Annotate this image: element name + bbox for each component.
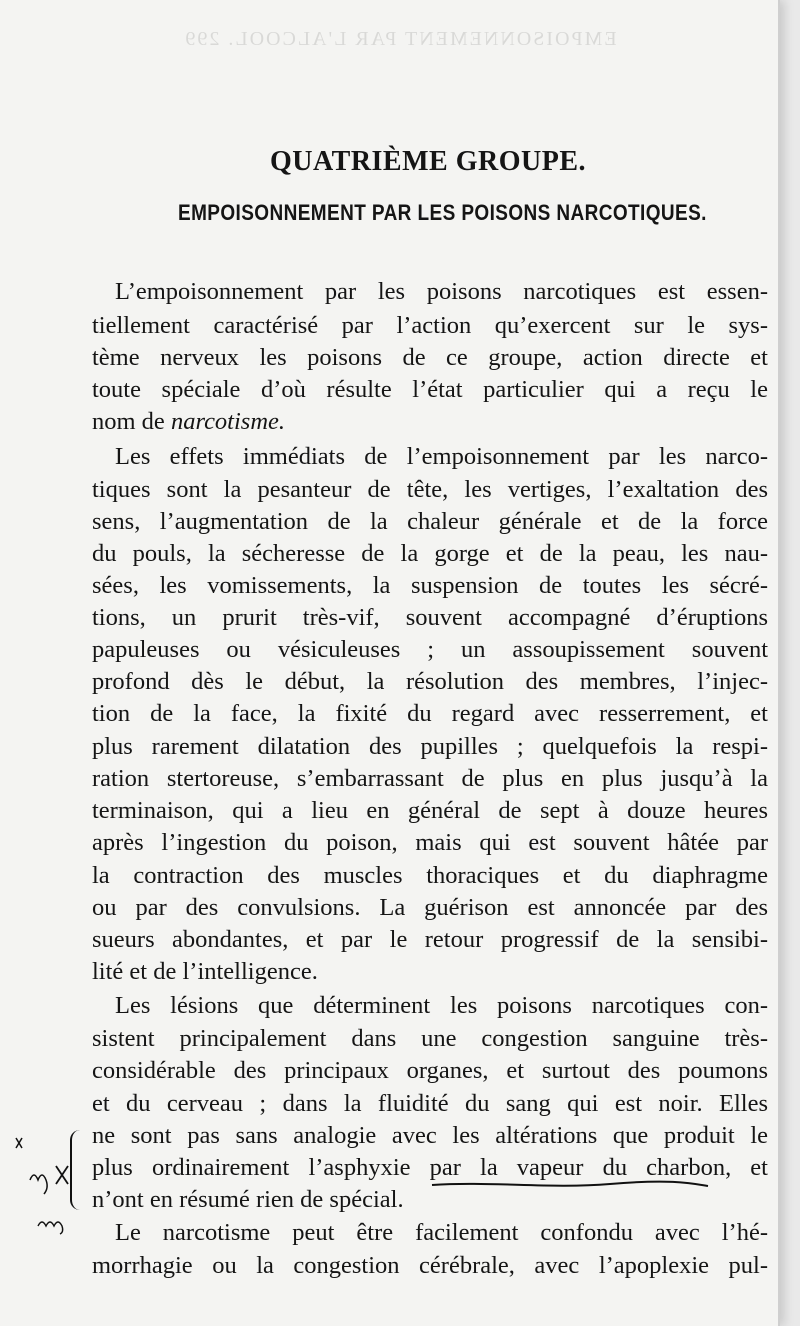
text-line: tiques sont la pesanteur de tête, les vertiges, l’exaltation des [92,476,768,503]
text-line: morrhagie ou la congestion cérébrale, avec l’apoplexie pul- [92,1252,768,1279]
text-line: ne sont pas sans analogie avec les altérations que produit le [92,1122,768,1149]
text-line: L’empoisonnement par les poisons narcotiques est essen- [115,278,768,305]
text-line: papuleuses ou vésiculeuses ; un assoupissement souvent [92,636,768,663]
handwritten-underline [430,1178,710,1192]
text-line: tions, un prurit très-vif, souvent accompagné d’éruptions [92,604,768,631]
text-line: plus ordinairement l’asphyxie par la vapeur du charbon, et [92,1154,768,1181]
text-line: Les effets immédiats de l’empoisonnement par les narco- [115,443,768,470]
bleed-through-header: EMPOISONNEMENT PAR L'ALCOOL. 299 [183,28,617,50]
italic-term: narcotisme. [170,408,286,435]
text-line-narcotisme: nom de narcotisme. [92,408,286,435]
text-line: lité et de l’intelligence. [92,958,318,985]
text-line: ration stertoreuse, s’embarrassant de plus en plus jusqu’à la [92,765,768,792]
text-line: tème nerveux les poisons de ce groupe, action directe et [92,344,768,371]
text-line: Les lésions que déterminent les poisons narcotiques con- [115,992,768,1019]
text-line: et du cerveau ; dans la fluidité du sang qui est noir. Elles [92,1090,768,1117]
section-heading: QUATRIÈME GROUPE. [270,146,586,177]
text-line: la contraction des muscles thoraciques et du diaphragme [92,862,768,889]
text-line: profond dès le début, la résolution des membres, l’injec- [92,668,768,695]
text-line: ou par des convulsions. La guérison est annoncée par des [92,894,768,921]
text-line: tiellement caractérisé par l’action qu’exercent sur le sys- [92,312,768,339]
text-line: toute spéciale d’où résulte l’état particulier qui a reçu le [92,376,768,403]
text-line: n’ont en résumé rien de spécial. [92,1186,404,1213]
text-line: Le narcotisme peut être facilement confondu avec l’hé- [115,1219,768,1246]
text-line: sistent principalement dans une congestion sanguine très- [92,1025,768,1052]
text-line: sées, les vomissements, la suspension de toutes les sécré- [92,572,768,599]
handwritten-margin-scribble [8,1128,83,1238]
text-line: tion de la face, la fixité du regard avec resserrement, et [92,700,768,727]
text-line: après l’ingestion du poison, mais qui est souvent hâtée par [92,829,768,856]
text-line: considérable des principaux organes, et surtout des poumons [92,1057,768,1084]
text-line: plus rarement dilatation des pupilles ; quelquefois la respi- [92,733,768,760]
text-line: sens, l’augmentation de la chaleur générale et de la force [92,508,768,535]
text-line: terminaison, qui a lieu en général de sept à douze heures [92,797,768,824]
text-line: sueurs abondantes, et par le retour progressif de la sensibi- [92,926,768,953]
section-subheading: EMPOISONNEMENT PAR LES POISONS NARCOTIQUES. [178,201,707,226]
text-line: du pouls, la sécheresse de la gorge et de la peau, les nau- [92,540,768,567]
